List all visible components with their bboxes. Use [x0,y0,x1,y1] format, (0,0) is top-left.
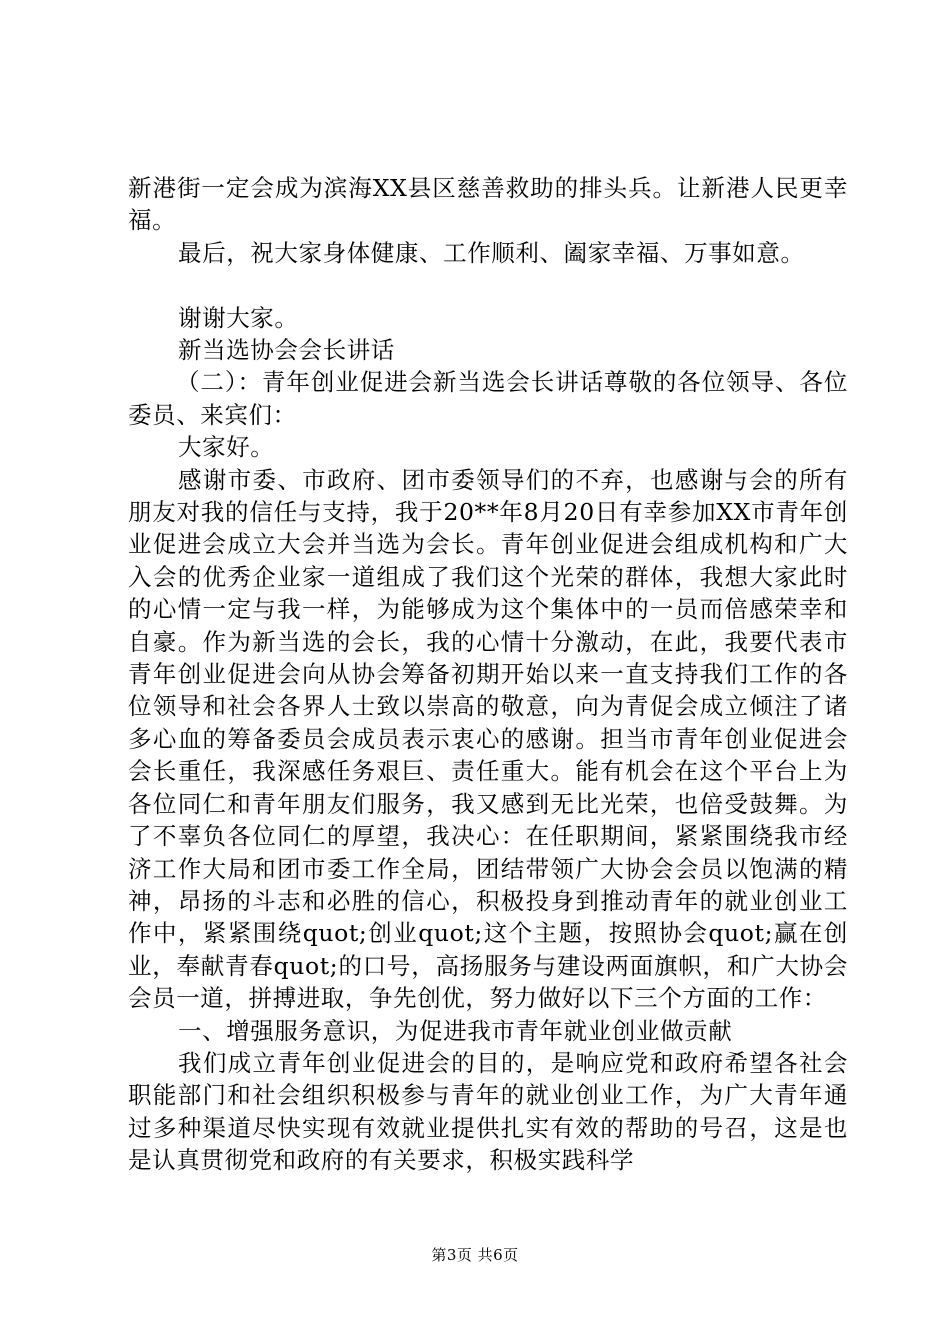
paragraph-speech-heading: （二）：青年创业促进会新当选会长讲话尊敬的各位领导、各位委员、来宾们： [128,368,848,429]
page-number-footer: 第3页 共6页 [431,1246,519,1264]
section-title: 新当选协会会长讲话 [178,336,395,365]
paragraph-purpose: 我们成立青年创业促进会的目的，是响应党和政府希望各社会职能部门和社会组织积极参与青年的就业创业工作，为广大青年通过多种渠道尽快实现有效就业提供扎实有效的帮助的号召，这是也是认真贯彻党和政府的有关要求，积极实践科学 [128,1048,848,1175]
document-body [128,172,848,1177]
paragraph-wishes: 最后，祝大家身体健康、工作顺利、阖家幸福、万事如意。 [178,238,805,267]
paragraph-closing-line: 新港街一定会成为滨海XX县区慈善救助的排头兵。让新港人民更幸福。 [128,174,848,235]
paragraph-spacer [128,269,848,301]
paragraph-greeting: 大家好。 [178,433,275,462]
paragraph-main-speech: 感谢市委、市政府、团市委领导们的不弃，也感谢与会的所有朋友对我的信任与支持，我于20**年8月20日有幸参加XX市青年创业促进会成立大会并当选为会长。青年创业促进会组成机构和广大入会的优秀企业家一道组成了我们这个光荣的群体，我想大家此时的心情一定与我一样，为能够成为这个集体中的一员而倍感荣幸和自豪。作为新当选的会长，我的心情十分激动，在此，我要代表市青年创业促进会向从协会筹备初期开始以来一直支持我们工作的各位领导和社会各界人士致以崇高的敬意，向为青促会成立倾注了诸多心血的筹备委员会成员表示衷心的感谢。担当市青年创业促进会会长重任，我深感任务艰巨、责任重大。能有机会在这个平台上为各位同仁和青年朋友们服务，我又感到无比光荣，也倍受鼓舞。为了不辜负各位同仁的厚望，我决心：在任职期间，紧紧围绕我市经济工作大局和团市委工作全局，团结带领广大协会会员以饱满的精神，昂扬的斗志和必胜的信心，积极投身到推动青年的就业创业工作中，紧紧围绕quot;创业quot;这个主题，按照协会quot;赢在创业，奉献青春quot;的口号，高扬服务与建设两面旗帜，和广大协会会员一道，拼搏进取，争先创优，努力做好以下三个方面的工作： [128,465,848,1013]
paragraph-subheading: 一、增强服务意识，为促进我市青年就业创业做贡献 [178,1016,733,1045]
paragraph-thanks: 谢谢大家。 [178,303,299,332]
